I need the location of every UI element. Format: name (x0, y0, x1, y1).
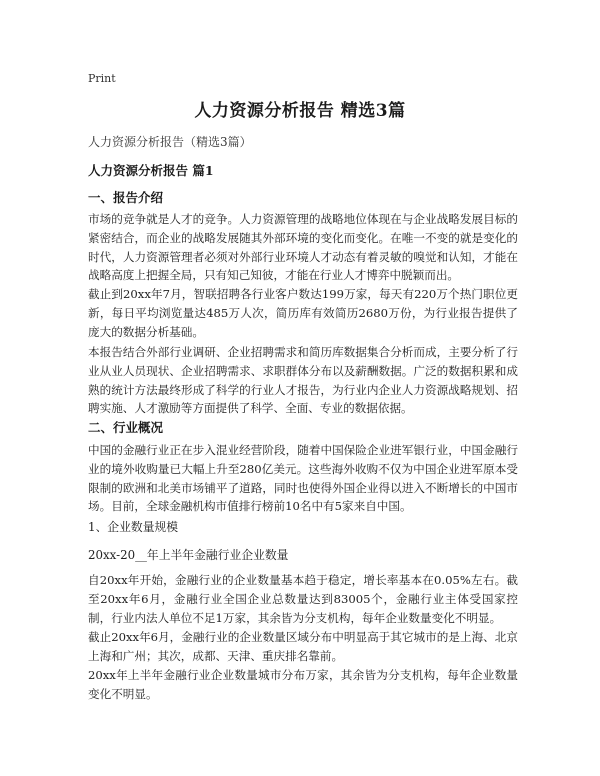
paragraph-regional-distribution: 截止20xx年6月，金融行业的企业数量区域分布中明显高于其它城市的是上海、北京上海和广州；其次，成都、天津、重庆排名靠前。 (88, 630, 518, 663)
document-subtitle: 人力资源分析报告（精选3篇） (88, 135, 252, 149)
heading-report-intro: 一、报告介绍 (88, 190, 164, 205)
paragraph-market-competition: 市场的竞争就是人才的竞争。人力资源管理的战略地位体现在与企业战略发展目标的紧密结合，而企业的战略发展随其外部环境的变化而变化。在唯一不变的就是变化的时代，人力资源管理者必须对外部行业环境人才动态有着灵敏的嗅觉和认知，才能在战略高度上把握全局，只有知己知彼，才能在行业人才博弈中脱颖而出。 (88, 212, 518, 283)
paragraph-enterprise-count: 自20xx年开始，金融行业的企业数量基本趋于稳定，增长率基本在0.05%左右。截至20xx年6月，金融行业全国企业总数量达到83005个，金融行业主体受国家控制，行业内法人单位不足1万家，其余皆为分支机构，每年企业数量变化不明显。 (88, 573, 518, 625)
document-title: 人力资源分析报告 精选3篇 (194, 101, 406, 121)
paragraph-report-scope: 本报告结合外部行业调研、企业招聘需求和简历库数据集合分析而成，主要分析了行业从业人员现状、企业招聘需求、求职群体分布以及薪酬数据。广泛的数据积累和成熟的统计方法最终形成了科学的行业人才报告，为行业内企业人力资源战略规划、招聘实施、人才激励等方面提供了科学、全面、专业的数据依据。 (88, 345, 518, 416)
paragraph-finance-industry: 中国的金融行业正在步入混业经营阶段，随着中国保险企业进军银行业，中国金融行业的境外收购量已大幅上升至280亿美元。这些海外收购不仅为中国企业进军原本受限制的欧洲和北美市场铺平了道路，同时也使得外国企业得以进入不断增长的中国市场。目前，全球金融机构市值排行榜前10名中有5家来自中国。 (88, 443, 518, 514)
heading-industry-overview: 二、行业概况 (88, 420, 164, 435)
section-heading: 人力资源分析报告 篇1 (88, 163, 214, 178)
subheading-enterprise-count: 20xx-20__年上半年金融行业企业数量 (88, 548, 289, 562)
paragraph-zhaopin-stats: 截止到20xx年7月，智联招聘各行业客户数达199万家，每天有220万个热门职位更新，每日平均浏览量达485万人次，简历库有效简历2680万份，为行业报告提供了庞大的数据分析基础。 (88, 287, 518, 339)
subheading-enterprise-scale: 1、企业数量规模 (88, 520, 179, 534)
paragraph-city-distribution: 20xx年上半年金融行业企业数量城市分布万家，其余皆为分支机构，每年企业数量变化不明显。 (88, 668, 518, 701)
print-label: Print (88, 72, 116, 85)
